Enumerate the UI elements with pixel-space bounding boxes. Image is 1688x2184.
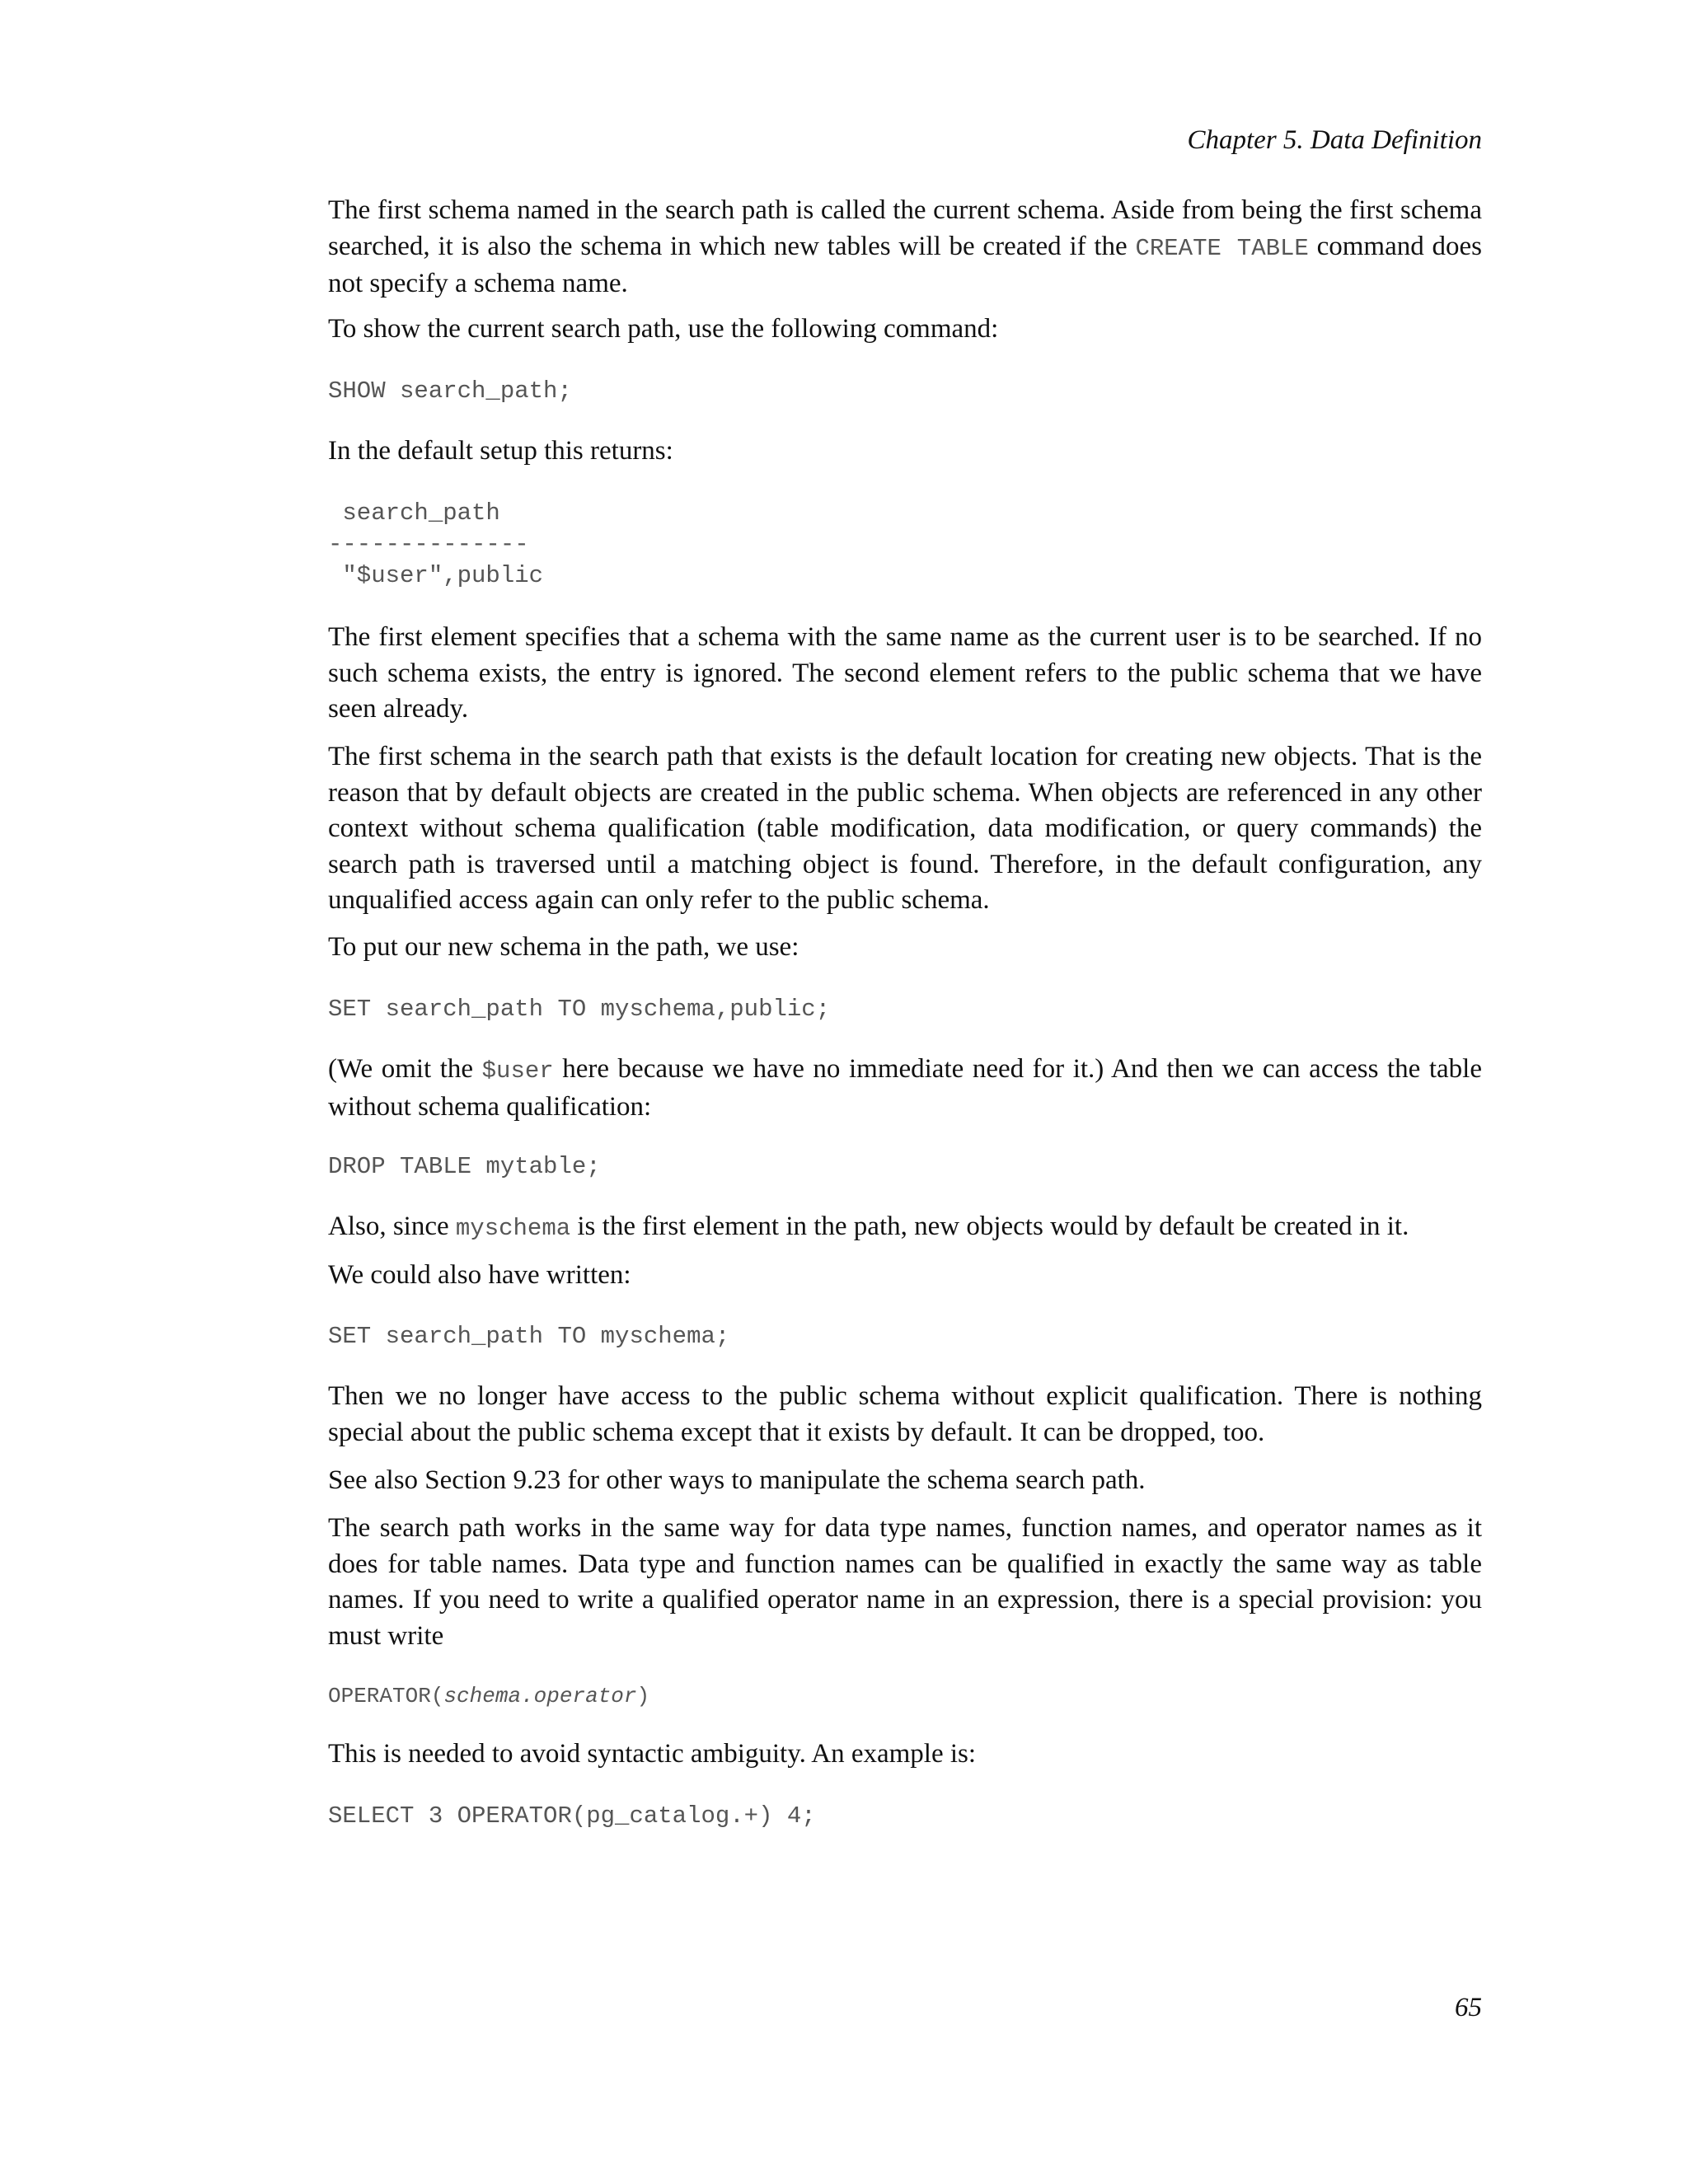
paragraph-show-path-intro: To show the current search path, use the following command: [328,314,999,344]
code-search-path-output: search_path -------------- "$user",public [328,499,544,589]
paragraph-operator-names: The search path works in the same way for data type names, function names, and operator names as it does for table names. Data type and function names can be qualified in exactly the same way as table names. If you need to write a qualified operator name in an expression, there is a special provision: you must write [328,1513,1482,1651]
paragraph-ambiguity: This is needed to avoid syntactic ambiguity. An example is: [328,1739,977,1769]
inline-code-user: $user [481,1057,554,1085]
paragraph-could-also: We could also have written: [328,1260,631,1290]
paragraph-also-since: Also, since myschema is the first element in the path, new objects would by default be created in it. [328,1212,1409,1242]
inline-code-create-table: CREATE TABLE [1135,234,1309,262]
code-set-myschema-public: SET search_path TO myschema,public; [328,996,831,1023]
paragraph-first-element: The first element specifies that a schema with the same name as the current user is to be searched. If no such schema exists, the entry is ignored. The second element refers to the public schema that we have seen already. [328,622,1482,724]
operator-placeholder: schema.operator [443,1684,637,1708]
inline-code-myschema: myschema [455,1215,571,1242]
paragraph-current-schema: The first schema named in the search path is called the current schema. Aside from being the first schema searched, it is also the schema in which new tables will be created if the CREATE TABLE command does not specify a schema name. [328,195,1482,298]
paragraph-see-also: See also Section 9.23 for other ways to manipulate the schema search path. [328,1465,1146,1495]
code-select-example: SELECT 3 OPERATOR(pg_catalog.+) 4; [328,1802,816,1830]
page-number: 65 [1455,1993,1482,2022]
chapter-header: Chapter 5. Data Definition [1187,125,1482,155]
code-set-myschema: SET search_path TO myschema; [328,1323,730,1350]
paragraph-put-schema: To put our new schema in the path, we use: [328,932,799,962]
paragraph-default-setup: In the default setup this returns: [328,436,673,466]
paragraph-no-longer-access: Then we no longer have access to the public schema without explicit qualification. There is nothing special about the public schema except that it exists by default. It can be dropped, too. [328,1381,1482,1447]
code-operator-syntax: OPERATOR(schema.operator) [328,1684,650,1708]
paragraph-default-location: The first schema in the search path that exists is the default location for creating new objects. That is the reason that by default objects are created in the public schema. When objects are referenced in any other context without schema qualification (table modification, data modification, or query commands) the search path is traversed until a matching object is found. Therefore, in the default configuration, any unqualified access again can only refer to the public schema. [328,742,1482,915]
code-show-search-path: SHOW search_path; [328,377,572,405]
code-drop-table: DROP TABLE mytable; [328,1153,601,1180]
paragraph-omit-user: (We omit the $user here because we have no immediate need for it.) And then we can access the table without schema qualification: [328,1054,1482,1122]
